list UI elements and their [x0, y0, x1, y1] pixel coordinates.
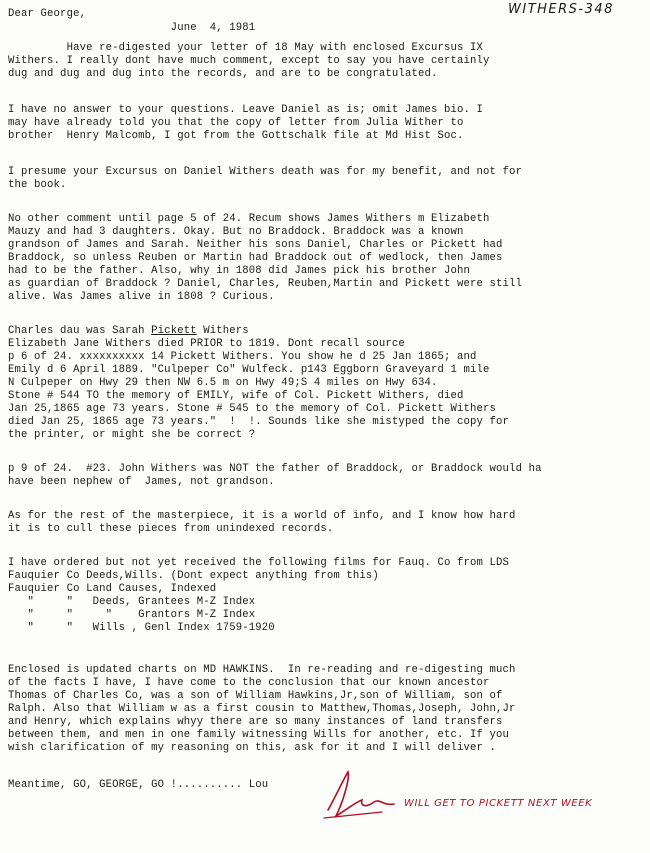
film-list-item: " " Wills , Genl Index 1759-1920 — [8, 622, 275, 634]
body-line: Thomas of Charles Co, was a son of William Hawkins,Jr,son of William, son of — [8, 690, 503, 702]
text-segment: Withers — [196, 325, 249, 337]
salutation: Dear George, — [8, 8, 87, 20]
body-line: as guardian of Braddock ? Daniel, Charles, Reuben,Martin and Pickett were still — [8, 278, 523, 290]
body-line: alive. Was James alive in 1808 ? Curious. — [8, 291, 275, 303]
body-line: Enclosed is updated charts on MD HAWKINS. In re-reading and re-digesting much — [8, 664, 516, 676]
film-list-item: " " Deeds, Grantees M-Z Index — [8, 596, 256, 608]
body-line: As for the rest of the masterpiece, it is a world of info, and I know how hard — [8, 510, 516, 522]
body-line: Jan 25,1865 age 73 years. Stone # 545 to the memory of Col. Pickett Withers — [8, 403, 497, 415]
body-line: I have ordered but not yet received the following films for Fauq. Co from LDS — [8, 557, 510, 569]
body-line: Ralph. Also that William w as a first cousin to Matthew,Thomas,Joseph, John,Jr — [8, 703, 516, 715]
body-line: p 9 of 24. #23. John Withers was NOT the father of Braddock, or Braddock would ha — [8, 463, 542, 475]
body-line: Have re-digested your letter of 18 May with enclosed Excursus IX — [8, 42, 484, 54]
body-line: wish clarification of my reasoning on this, ask for it and I will deliver . — [8, 742, 497, 754]
body-line: the printer, or might she be correct ? — [8, 429, 256, 441]
body-line: and Henry, which explains whyy there are so many instances of land transfers — [8, 716, 503, 728]
body-line: Mauzy and had 3 daughters. Okay. But no Braddock. Braddock was a known — [8, 226, 464, 238]
body-line: Fauquier Co Land Causes, Indexed — [8, 583, 217, 595]
body-line: p 6 of 24. xxxxxxxxxx 14 Pickett Withers. You show he d 25 Jan 1865; and — [8, 351, 477, 363]
letter-date: June 4, 1981 — [8, 22, 256, 34]
margin-handwritten-note: WILL GET TO PICKETT NEXT WEEK — [404, 798, 593, 809]
body-line: Fauquier Co Deeds,Wills. (Dont expect anything from this) — [8, 570, 379, 582]
signature-scribble — [322, 766, 402, 826]
underlined-pickett: Pickett — [151, 325, 197, 337]
body-line: Stone # 544 TO the memory of EMILY, wife of Col. Pickett Withers, died — [8, 390, 464, 402]
body-line: it is to cull these pieces from unindexed records. — [8, 523, 334, 535]
body-line: Elizabeth Jane Withers died PRIOR to 1819. Dont recall source — [8, 338, 405, 350]
body-line: died Jan 25, 1865 age 73 years." ! !. Sounds like she mistyped the copy for — [8, 416, 510, 428]
body-line: I presume your Excursus on Daniel Withers death was for my benefit, and not for — [8, 166, 523, 178]
body-line: N Culpeper on Hwy 29 then NW 6.5 m on Hwy 49;S 4 miles on Hwy 634. — [8, 377, 438, 389]
body-line-charles-dau — [8, 325, 249, 338]
body-line: Emily d 6 April 1889. "Culpeper Co" Wulfeck. p143 Eggborn Graveyard 1 mile — [8, 364, 490, 376]
body-line: brother Henry Malcomb, I got from the Gottschalk file at Md Hist Soc. — [8, 130, 464, 142]
body-line: grandson of James and Sarah. Neither his sons Daniel, Charles or Pickett had — [8, 239, 503, 251]
body-line: have been nephew of James, not grandson. — [8, 476, 275, 488]
body-line: between them, and men in one family witnessing Wills for another, etc. If you — [8, 729, 510, 741]
body-line: the book. — [8, 179, 67, 191]
film-list-item: " " " Grantors M-Z Index — [8, 609, 256, 621]
closing-line: Meantime, GO, GEORGE, GO !.......... Lou — [8, 779, 269, 791]
body-line: of the facts I have, I have come to the conclusion that our known ancestor — [8, 677, 490, 689]
body-line: I have no answer to your questions. Leave Daniel as is; omit James bio. I — [8, 104, 484, 116]
body-line: Withers. I really dont have much comment, except to say you have certainly — [8, 55, 490, 67]
body-line: dug and dug and dug into the records, and are to be congratulated. — [8, 68, 438, 80]
body-line: No other comment until page 5 of 24. Recum shows James Withers m Elizabeth — [8, 213, 490, 225]
body-line: had to be the father. Also, why in 1808 did James pick his brother John — [8, 265, 471, 277]
body-line: Braddock, so unless Reuben or Martin had Braddock out of wedlock, then James — [8, 252, 503, 264]
body-line: may have already told you that the copy of letter from Julia Wither to — [8, 117, 464, 129]
header-handwritten-note: WITHERS-348 — [508, 2, 614, 17]
text-segment: Charles dau was Sarah — [8, 325, 152, 337]
